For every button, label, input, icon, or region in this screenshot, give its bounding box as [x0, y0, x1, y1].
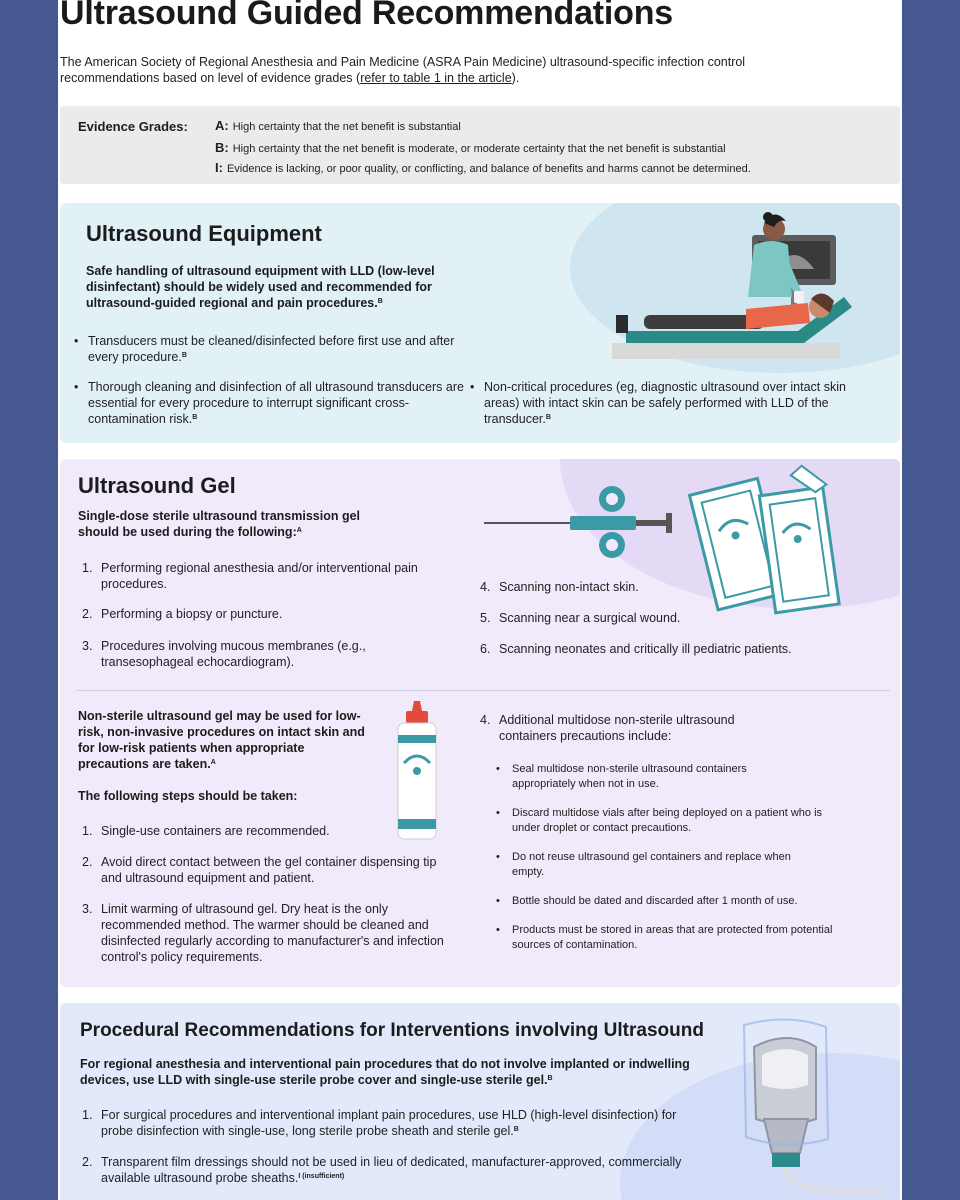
grade-superscript: A — [296, 527, 302, 534]
item-number: 3. — [82, 639, 93, 653]
grade-key: I: — [215, 160, 223, 175]
item-text: Performing regional anesthesia and/or interventional pain procedures. — [101, 561, 418, 591]
grade-description: High certainty that the net benefit is substantial — [232, 121, 461, 133]
equipment-bullet — [74, 333, 462, 365]
page-title: Ultrasound Guided Recommendations — [60, 0, 674, 32]
grade-superscript: I (insufficient) — [298, 1173, 345, 1180]
section-divider — [76, 690, 890, 691]
item-text: Procedures involving mucous membranes (e.g., transesophageal echocardiogram). — [101, 639, 366, 669]
step-text: Single-use containers are recommended. — [101, 824, 330, 838]
precaution-bullet: • Do not reuse ultrasound gel containers and replace when empty. — [496, 850, 826, 879]
grade-description: High certainty that the net benefit is moderate, or moderate certainty that the net benefit is substantial — [232, 143, 726, 155]
gel-list-item — [480, 641, 850, 657]
step-number: 4. — [480, 713, 491, 727]
equipment-lead-text: Safe handling of ultrasound equipment with LLD (low-level disinfectant) should be widely used and recommended for ultrasound-guided regional and pain procedures. — [86, 264, 435, 310]
grade-i-row — [215, 160, 751, 175]
gel-list-item — [82, 606, 432, 622]
steps-heading: The following steps should be taken: — [78, 789, 298, 803]
item-number: 1. — [82, 1108, 93, 1122]
procedural-item — [82, 1107, 702, 1139]
infographic-page — [58, 0, 902, 1200]
grade-a-row — [215, 118, 461, 133]
grade-superscript: B — [192, 414, 198, 421]
sonographer-patient-illustration — [608, 211, 852, 367]
step-text: Limit warming of ultrasound gel. Dry heat is the only recommended method. The warmer should be cleaned and disinfected regularly according to manufacturer's and infection control's policy requirements. — [101, 902, 444, 964]
ultrasound-probe-icon — [738, 1019, 888, 1200]
equipment-lead — [86, 263, 496, 311]
grade-superscript: B — [377, 298, 383, 305]
step-text: Avoid direct contact between the gel container dispensing tip and ultrasound equipment and patient. — [101, 855, 437, 885]
gel-lead-text: Single-dose sterile ultrasound transmission gel should be used during the following: — [78, 509, 361, 539]
gel-list-item — [480, 610, 780, 626]
grade-key: B: — [215, 140, 229, 155]
procedural-heading: Procedural Recommendations for Interventions involving Ultrasound — [80, 1020, 704, 1041]
bullet-text: Thorough cleaning and disinfection of all ultrasound transducers are essential for every procedure to interrupt significant cross-contamination risk. — [88, 380, 464, 426]
grade-superscript: A — [210, 759, 216, 766]
ultrasound-equipment-section — [60, 203, 900, 443]
gel-list-item — [82, 560, 432, 592]
precaution-bullet: • Seal multidose non-sterile ultrasound containers appropriately when not in use. — [496, 762, 806, 791]
procedural-item — [82, 1154, 682, 1186]
syringe-icon — [484, 483, 678, 559]
item-number: 5. — [480, 611, 491, 625]
equipment-bullet — [470, 379, 854, 427]
item-number: 4. — [480, 580, 491, 594]
nonsterile-lead — [78, 708, 368, 772]
item-text: Scanning non-intact skin. — [499, 580, 639, 594]
grade-superscript: B — [547, 1075, 553, 1082]
grade-key: A: — [215, 118, 229, 133]
step-number: 3. — [82, 902, 93, 916]
intro-end: ). — [511, 71, 520, 85]
item-number: 2. — [82, 607, 93, 621]
gel-list-item — [480, 579, 780, 595]
procedural-recommendations-section — [60, 1003, 900, 1200]
precaution-bullet: • Discard multidose vials after being deployed on a patient who is under droplet or contact precautions. — [496, 806, 826, 835]
equipment-heading: Ultrasound Equipment — [86, 221, 322, 246]
step-item — [82, 823, 402, 839]
equipment-bullet — [74, 379, 466, 427]
item-text: Scanning near a surgical wound. — [499, 611, 681, 625]
step-text: Additional multidose non-sterile ultrasound containers precautions include: — [499, 713, 735, 743]
gel-lead — [78, 508, 388, 540]
table-reference-link[interactable]: refer to table 1 in the article — [360, 71, 512, 85]
intro-text — [60, 54, 750, 86]
evidence-grades-label: Evidence Grades: — [78, 119, 188, 134]
gel-heading: Ultrasound Gel — [78, 473, 236, 498]
item-number: 6. — [480, 642, 491, 656]
step-number: 2. — [82, 855, 93, 869]
intro-body: The American Society of Regional Anesthesia and Pain Medicine (ASRA Pain Medicine) ultrasound-specific infection control recommendations based on level of evidence grades ( — [60, 55, 746, 85]
grade-superscript: B — [513, 1126, 519, 1133]
grade-b-row — [215, 140, 726, 155]
precaution-bullet: • Products must be stored in areas that are protected from potential sources of contamination. — [496, 923, 836, 952]
grade-description: Evidence is lacking, or poor quality, or conflicting, and balance of benefits and harms cannot be determined. — [226, 163, 751, 175]
evidence-grades-box — [60, 106, 900, 184]
precaution-bullet: • Bottle should be dated and discarded after 1 month of use. — [496, 894, 846, 909]
procedural-lead-text: For regional anesthesia and interventional pain procedures that do not involve implanted or indwelling devices, use LLD with single-use sterile probe cover and single-use sterile gel. — [80, 1057, 690, 1087]
step-item — [480, 712, 780, 744]
grade-superscript: B — [181, 352, 187, 359]
grade-superscript: B — [545, 414, 551, 421]
nonsterile-lead-text: Non-sterile ultrasound gel may be used for low-risk, non-invasive procedures on intact skin and for low-risk patients when appropriate precautions are taken. — [78, 709, 365, 771]
gel-bottle-icon — [394, 701, 440, 841]
item-number: 2. — [82, 1155, 93, 1169]
bullet-text: Transducers must be cleaned/disinfected before first use and after every procedure. — [88, 334, 455, 364]
bullet-text: Non-critical procedures (eg, diagnostic ultrasound over intact skin areas) with intact skin can be safely performed with LLD of the transducer. — [484, 380, 846, 426]
item-text: Scanning neonates and critically ill pediatric patients. — [499, 642, 792, 656]
item-text: Performing a biopsy or puncture. — [101, 607, 283, 621]
gel-list-item — [82, 638, 402, 670]
step-item — [82, 901, 458, 965]
ultrasound-gel-section — [60, 459, 900, 987]
item-text: Transparent film dressings should not be used in lieu of dedicated, manufacturer-approved, commercially available ultrasound probe sheaths. — [101, 1155, 682, 1185]
procedural-lead — [80, 1056, 700, 1088]
item-number: 1. — [82, 561, 93, 575]
step-number: 1. — [82, 824, 93, 838]
step-item — [82, 854, 458, 886]
item-text: For surgical procedures and interventional implant pain procedures, use HLD (high-level disinfection) for probe disinfection with single-use, long sterile probe sheath and sterile gel. — [101, 1108, 677, 1138]
